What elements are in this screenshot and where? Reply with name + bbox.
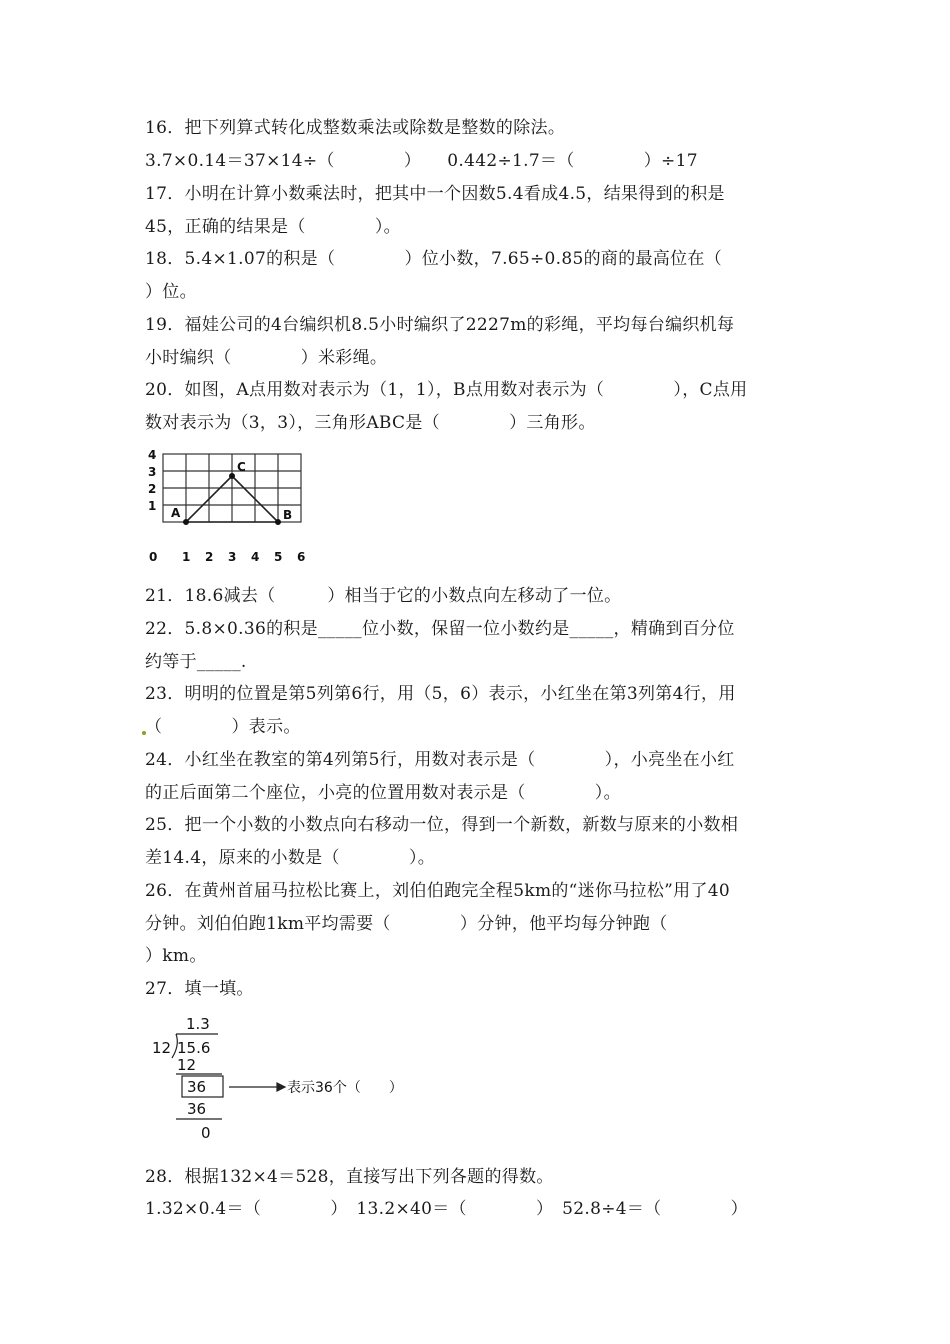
dividend: 15.6 [177,1039,211,1057]
arrow-head-icon [277,1083,285,1091]
line-q26a: 26．在黄州首届马拉松比赛上，刘伯伯跑完全程5km的“迷你马拉松”用了40 [145,881,730,901]
line-q23b: （ ）表示。 [145,717,301,737]
line-q28: 28．根据132×4＝528，直接写出下列各题的得数。 [145,1167,554,1187]
line-q26b: 分钟。刘伯伯跑1km平均需要（ ）分钟，他平均每分钟跑（ [145,914,668,934]
line-q20a: 20．如图，A点用数对表示为（1，1），B点用数对表示为（ ），C点用 [145,380,748,400]
line-q21: 21．18.6减去（ ）相当于它的小数点向左移动了一位。 [145,586,622,606]
line-q20b: 数对表示为（3，3），三角形ABC是（ ）三角形。 [145,413,596,433]
step-subtract-1: 12 [177,1056,197,1074]
boxed-digits: 36 [187,1078,207,1096]
x-tick-0: 0 [149,550,158,564]
line-q27: 27．填一填。 [145,979,254,999]
line-q24b: 的正后面第二个座位，小亮的位置用数对表示是（ ）。 [145,783,621,803]
line-q19a: 19．福娃公司的4台编织机8.5小时编织了2227m的彩绳，平均每台编织机每 [145,315,735,335]
x-tick-4: 4 [251,550,260,564]
line-q22b: 约等于_____. [145,652,247,672]
point-b [275,519,281,525]
x-tick-2: 2 [205,550,214,564]
remainder: 0 [201,1124,211,1142]
step-subtract-2: 36 [187,1100,207,1118]
point-a [183,519,189,525]
y-tick-3: 3 [148,465,157,479]
line-q18a: 18．5.4×1.07的积是（ ）位小数，7.65÷0.85的商的最高位在（ [145,249,723,269]
line-q22a: 22．5.8×0.36的积是_____位小数，保留一位小数约是_____，精确到百分位 [145,619,735,639]
line-q16: 16．把下列算式转化成整数乘法或除数是整数的除法。 [145,118,566,138]
line-q16-expr: 3.7×0.14＝37×14÷（ ） 0.442÷1.7＝（ ）÷17 [145,151,698,171]
line-q26c: ）km。 [145,946,207,966]
long-division-figure [150,1012,430,1152]
x-tick-1: 1 [182,550,191,564]
y-tick-2: 2 [148,482,157,496]
line-q18b: ）位。 [145,282,197,302]
point-c-label: C [237,460,246,474]
line-q17a: 17．小明在计算小数乘法时，把其中一个因数5.4看成4.5，结果得到的积是 [145,184,725,204]
line-q28-expr: 1.32×0.4＝（ ） 13.2×40＝（ ） 52.8÷4＝（ ） [145,1199,748,1219]
line-q25b: 差14.4，原来的小数是（ ）。 [145,848,436,868]
y-tick-1: 1 [148,499,157,513]
coordinate-grid-figure [142,448,312,568]
x-tick-6: 6 [297,550,306,564]
point-a-label: A [171,506,181,520]
arrow-caption: 表示36个（ ） [287,1080,403,1096]
line-q17b: 45，正确的结果是（ ）。 [145,217,401,237]
y-tick-4: 4 [148,448,157,462]
line-q23a: 23．明明的位置是第5列第6行，用（5，6）表示，小红坐在第3列第4行，用 [145,684,736,704]
line-q19b: 小时编织（ ）米彩绳。 [145,348,388,368]
line-q25a: 25．把一个小数的小数点向右移动一位，得到一个新数，新数与原来的小数相 [145,815,739,835]
grid-lines [163,454,301,522]
quotient: 1.3 [186,1015,210,1033]
x-tick-3: 3 [228,550,237,564]
line-q24a: 24．小红坐在教室的第4列第5行，用数对表示是（ ），小亮坐在小红 [145,750,735,770]
divisor: 12 [152,1039,172,1057]
point-c [229,473,235,479]
x-tick-5: 5 [274,550,283,564]
point-b-label: B [283,508,293,522]
